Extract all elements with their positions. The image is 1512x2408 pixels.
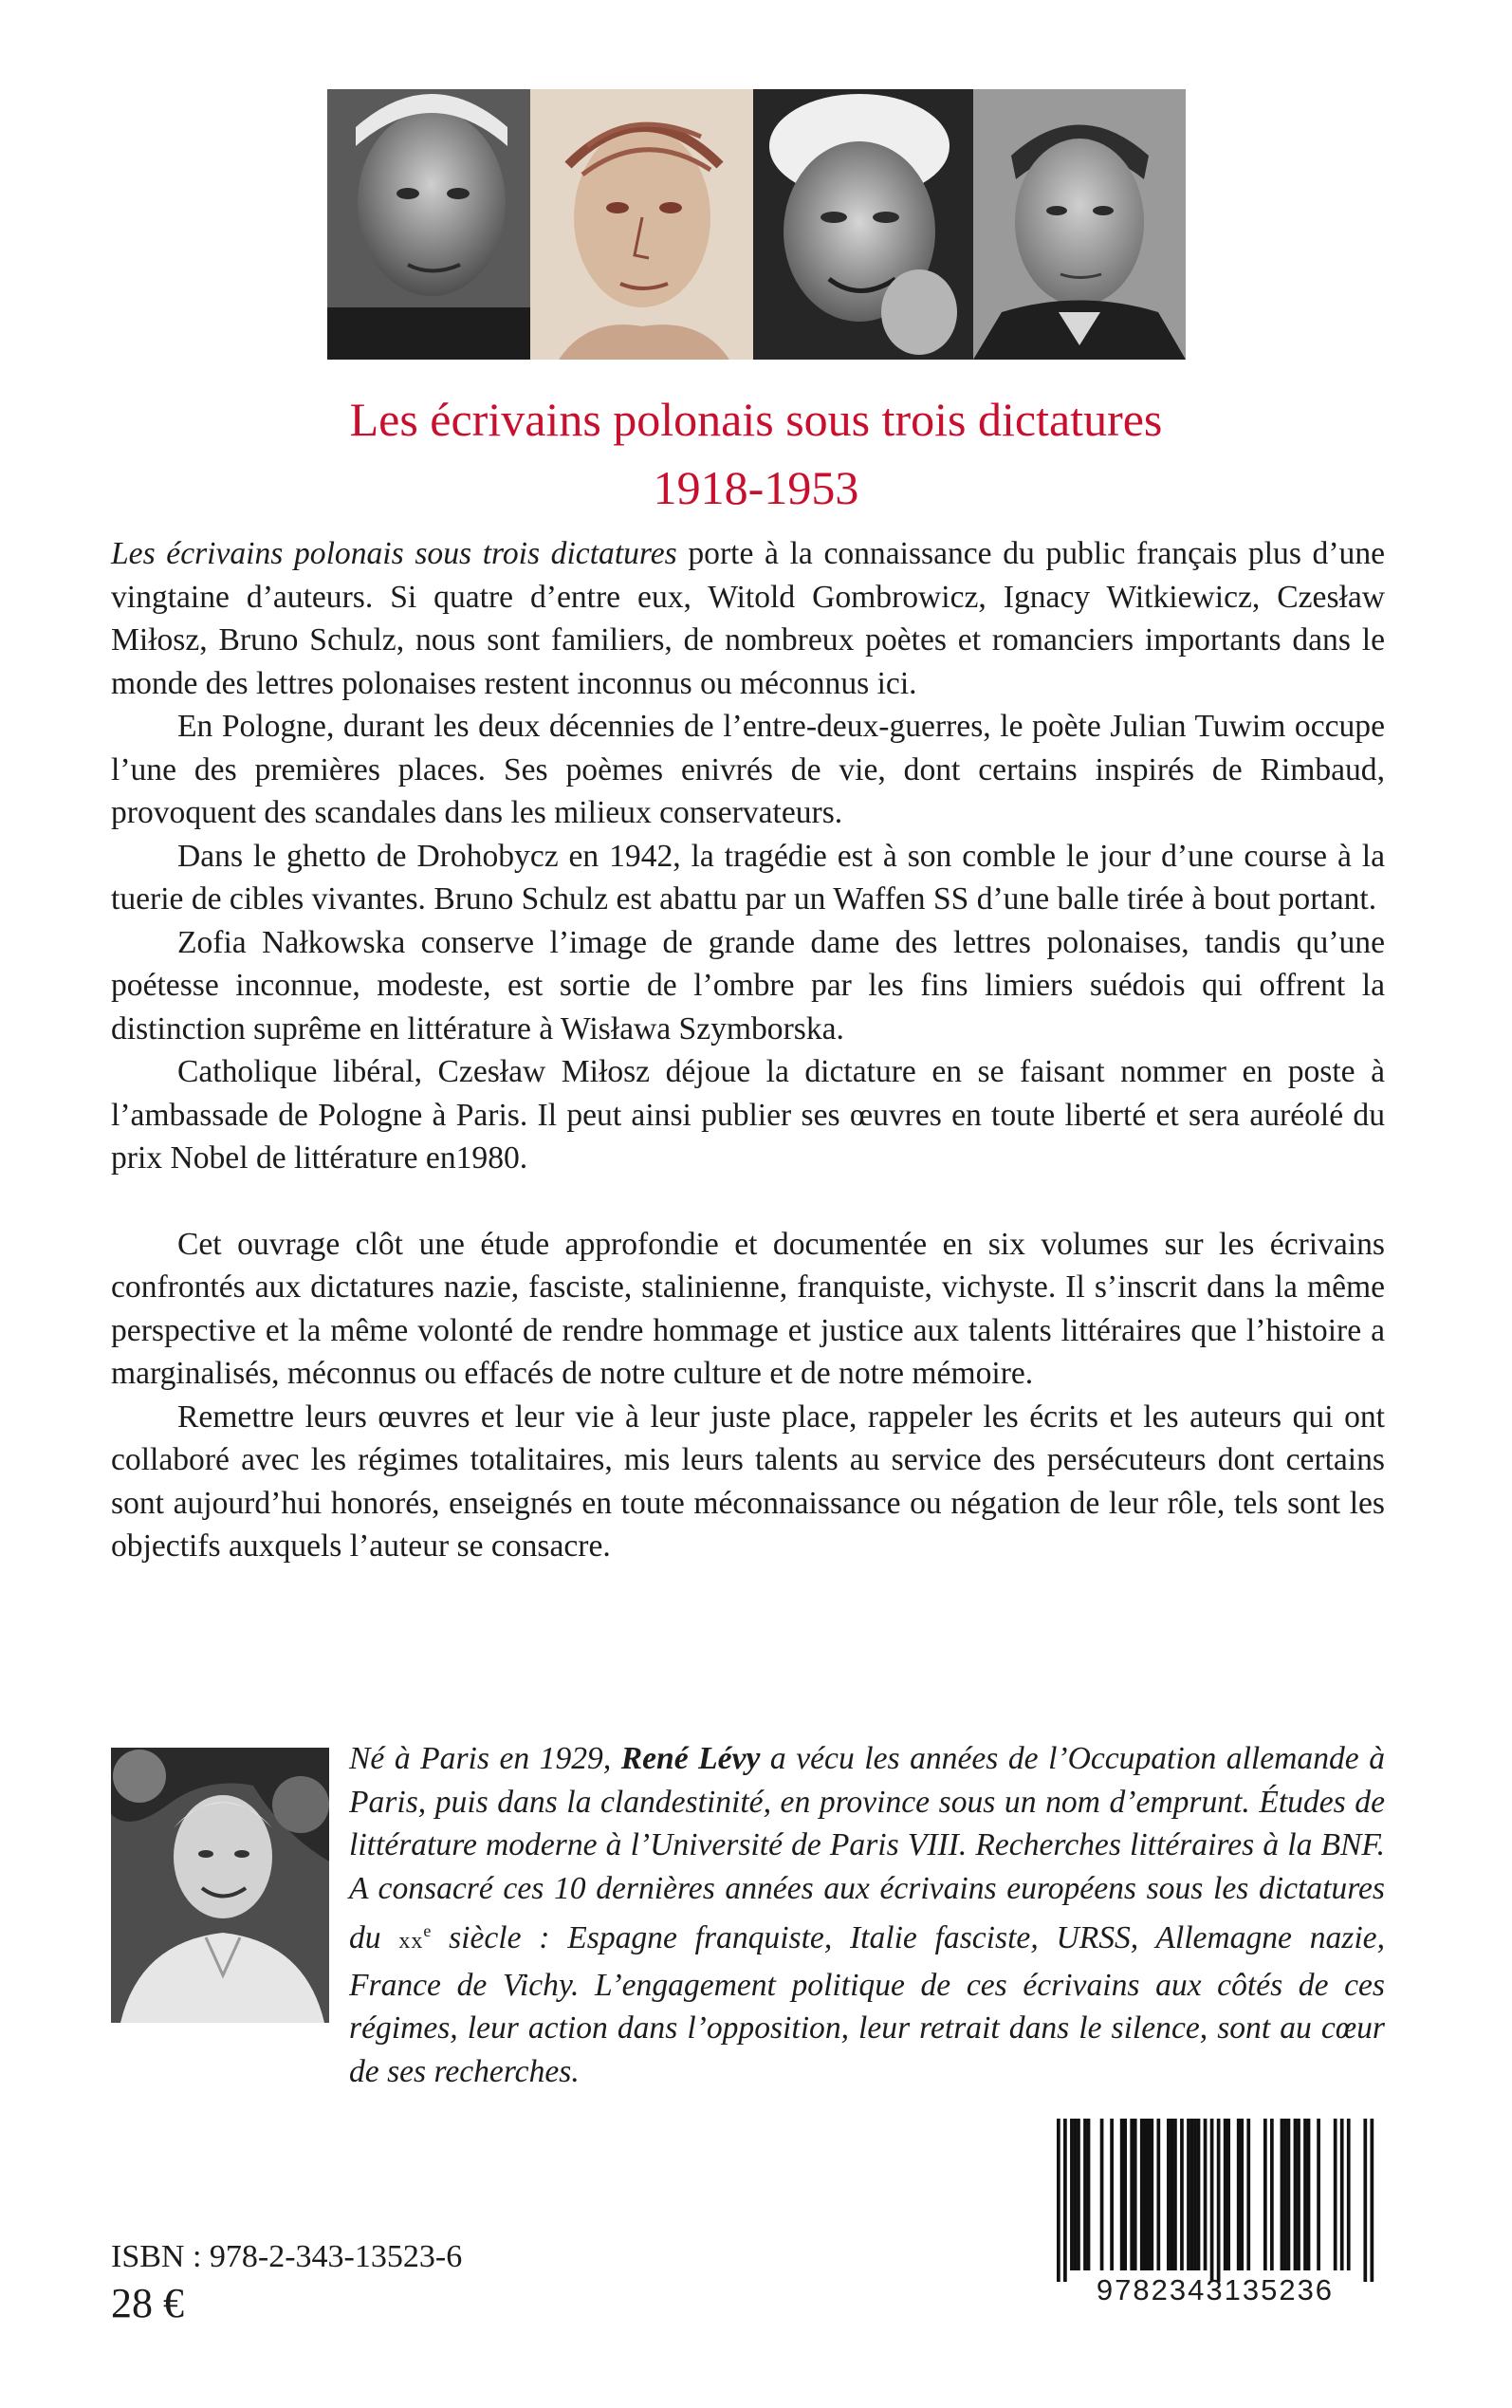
century-numeral: xx xyxy=(398,1929,424,1954)
barcode-bar xyxy=(1240,2119,1244,2270)
author-portraits-strip xyxy=(327,89,1186,360)
blurb-paragraph-4: Zofia Nałkowska conserve l’image de grande dame des lettres polonaises, tandis qu’une poétesse inconnue, modeste, est sortie de l’ombre par les fins limiers suédois qui offrent la distinction suprême en littérature à Wisława Szymborska. xyxy=(111,924,1385,1047)
barcode-bar xyxy=(1187,2119,1190,2270)
barcode-bar xyxy=(1063,2119,1067,2282)
barcode-bar xyxy=(1226,2119,1230,2270)
book-title-years: 1918-1953 xyxy=(653,461,859,514)
blurb-paragraph-3: Dans le ghetto de Drohobycz en 1942, la tragédie est à son comble le jour d’une course à la tuerie de cibles vivantes. Bruno Schulz est abattu par un Waffen SS d’une balle tirée à bout portant. xyxy=(111,838,1385,917)
barcode-bar xyxy=(1317,2119,1320,2270)
barcode-bar xyxy=(1287,2119,1291,2270)
price: 28 € xyxy=(111,2280,184,2326)
barcode-bar xyxy=(1140,2119,1144,2270)
blurb-title-italic: Les écrivains polonais sous trois dictatures xyxy=(111,536,677,571)
barcode-bar xyxy=(1193,2119,1197,2270)
blurb-text xyxy=(111,532,1385,1568)
blurb-paragraph-5: Catholique libéral, Czesław Miłosz déjoue la dictature en se faisant nommer en poste à l’ambassade de Pologne à Paris. Il peut ainsi publier ses œuvres en toute liberté et sera auréolé du prix Nobel de littérature en1980. xyxy=(111,1054,1385,1176)
barcode-bar xyxy=(1077,2119,1080,2270)
bio-text-1: Né à Paris en 1929, xyxy=(349,1741,621,1776)
barcode-bar xyxy=(1167,2119,1171,2270)
barcode-bar xyxy=(1307,2119,1311,2270)
barcode-bar xyxy=(1297,2119,1300,2270)
barcode-bar xyxy=(1110,2119,1114,2270)
bio-text-2: a vécu les années de l’Occupation allemande à Paris, puis dans la clandestinité, en province sous un nom d’emprunt. Études de littérature moderne à l’Université de Paris VIII. Recherches littéraires à la BNF. A consacré ces 10 dernières années aux écrivains européens sous les dictatures du xyxy=(349,1741,1385,1956)
barcode-bar xyxy=(1347,2119,1351,2270)
barcode-number: 9782343135236 xyxy=(1096,2273,1335,2306)
barcode-bar xyxy=(1134,2119,1137,2270)
barcode-bar xyxy=(1130,2119,1134,2270)
barcode-bar xyxy=(1204,2119,1208,2270)
barcode-bar xyxy=(1363,2119,1367,2282)
barcode-bar xyxy=(1074,2119,1078,2270)
portrait-photo-4 xyxy=(973,89,1186,360)
portrait-photo-1 xyxy=(327,89,530,360)
barcode-bar xyxy=(1147,2119,1151,2270)
barcode-bar xyxy=(1263,2119,1267,2270)
author-bio-paragraph xyxy=(349,1737,1385,2093)
blurb-paragraph-7: Remettre leurs œuvres et leur vie à leur juste place, rappeler les écrits et les auteurs qui ont collaboré avec les régimes totalitaires, mis leurs talents au service des persécuteurs dont certains sont aujourd’hui honorés, enseignés en toute méconnaissance ou négation de leur rôle, tels sont les objectifs auxquels l’auteur se consacre. xyxy=(111,1398,1385,1564)
author-photo xyxy=(111,1748,329,2023)
barcode-bar xyxy=(1087,2119,1091,2270)
blurb-paragraph-1 xyxy=(111,532,1385,705)
barcode-bar xyxy=(1156,2119,1160,2270)
portrait-photo-3 xyxy=(753,89,973,360)
author-bio xyxy=(349,1737,1385,2093)
barcode-bar xyxy=(1190,2119,1194,2270)
barcode-bar xyxy=(1340,2119,1344,2270)
barcode-bar xyxy=(1217,2119,1221,2282)
barcode-bar xyxy=(1334,2119,1337,2270)
book-title: Les écrivains polonais sous trois dictatures xyxy=(349,393,1163,446)
barcode-bar xyxy=(1120,2119,1124,2270)
century-superscript: e xyxy=(423,1921,432,1940)
bio-text-3: siècle : Espagne franquiste, Italie fasciste, URSS, Allemagne nazie, France de Vichy. L’engagement politique de ces écrivains aux côtés de ces régimes, leur action dans l’opposition, leur retrait dans le silence, sont au cœur de ses recherches. xyxy=(349,1920,1385,2089)
isbn: ISBN : 978-2-343-13523-6 xyxy=(111,2239,463,2274)
barcode-bar xyxy=(1150,2119,1153,2270)
blurb-paragraph-1-rest: porte à la connaissance du public français plus d’une vingtaine d’auteurs. Si quatre d’entre eux, Witold Gombrowicz, Ignacy Witkiewicz, Czesław Miłosz, Bruno Schulz, nous sont familiers, de nombreux poètes et romanciers importants dans le monde des lettres polonaises restent inconnus ou méconnus ici. xyxy=(111,536,1386,701)
barcode-bar xyxy=(1057,2119,1060,2282)
blurb-paragraph-2: En Pologne, durant les deux décennies de l’entre-deux-guerres, le poète Julian Tuwim occupe l’une des premières places. Ses poèmes enivrés de vie, dont certains inspirés de Rimbaud, provoquent des scandales dans les milieux conservateurs. xyxy=(111,709,1385,830)
barcode-bar xyxy=(1180,2119,1184,2270)
barcode-bar xyxy=(1283,2119,1287,2270)
barcode-bar xyxy=(1171,2119,1174,2270)
author-name: René Lévy xyxy=(620,1741,761,1776)
barcode-bar xyxy=(1294,2119,1298,2270)
portrait-sketch-2 xyxy=(530,89,753,360)
barcode-bar xyxy=(1270,2119,1274,2270)
barcode-bar xyxy=(1281,2119,1284,2270)
barcode-bar xyxy=(1246,2119,1250,2270)
barcode-bar xyxy=(1083,2119,1087,2270)
barcode-bar xyxy=(1197,2119,1201,2270)
barcode-bar xyxy=(1070,2119,1074,2270)
barcode-bar xyxy=(1224,2119,1227,2270)
blurb-paragraph-6: Cet ouvrage clôt une étude approfondie et documentée en six volumes sur les écrivains confrontés aux dictatures nazie, fasciste, stalinienne, franquiste, vichyste. Il s’inscrit dans la même perspective et la même volonté de rendre hommage et justice aux talents littéraires que l’histoire a marginalisés, méconnus ou effacés de notre culture et de notre mémoire. xyxy=(111,1226,1385,1391)
barcode-bar xyxy=(1173,2119,1177,2270)
barcode-bar xyxy=(1210,2119,1214,2282)
barcode-bar xyxy=(1123,2119,1127,2270)
barcode-bar xyxy=(1100,2119,1104,2270)
barcode-bar xyxy=(1237,2119,1241,2270)
barcode-bar xyxy=(1143,2119,1147,2270)
barcode-bar xyxy=(1370,2119,1374,2282)
barcode-bar xyxy=(1303,2119,1307,2270)
